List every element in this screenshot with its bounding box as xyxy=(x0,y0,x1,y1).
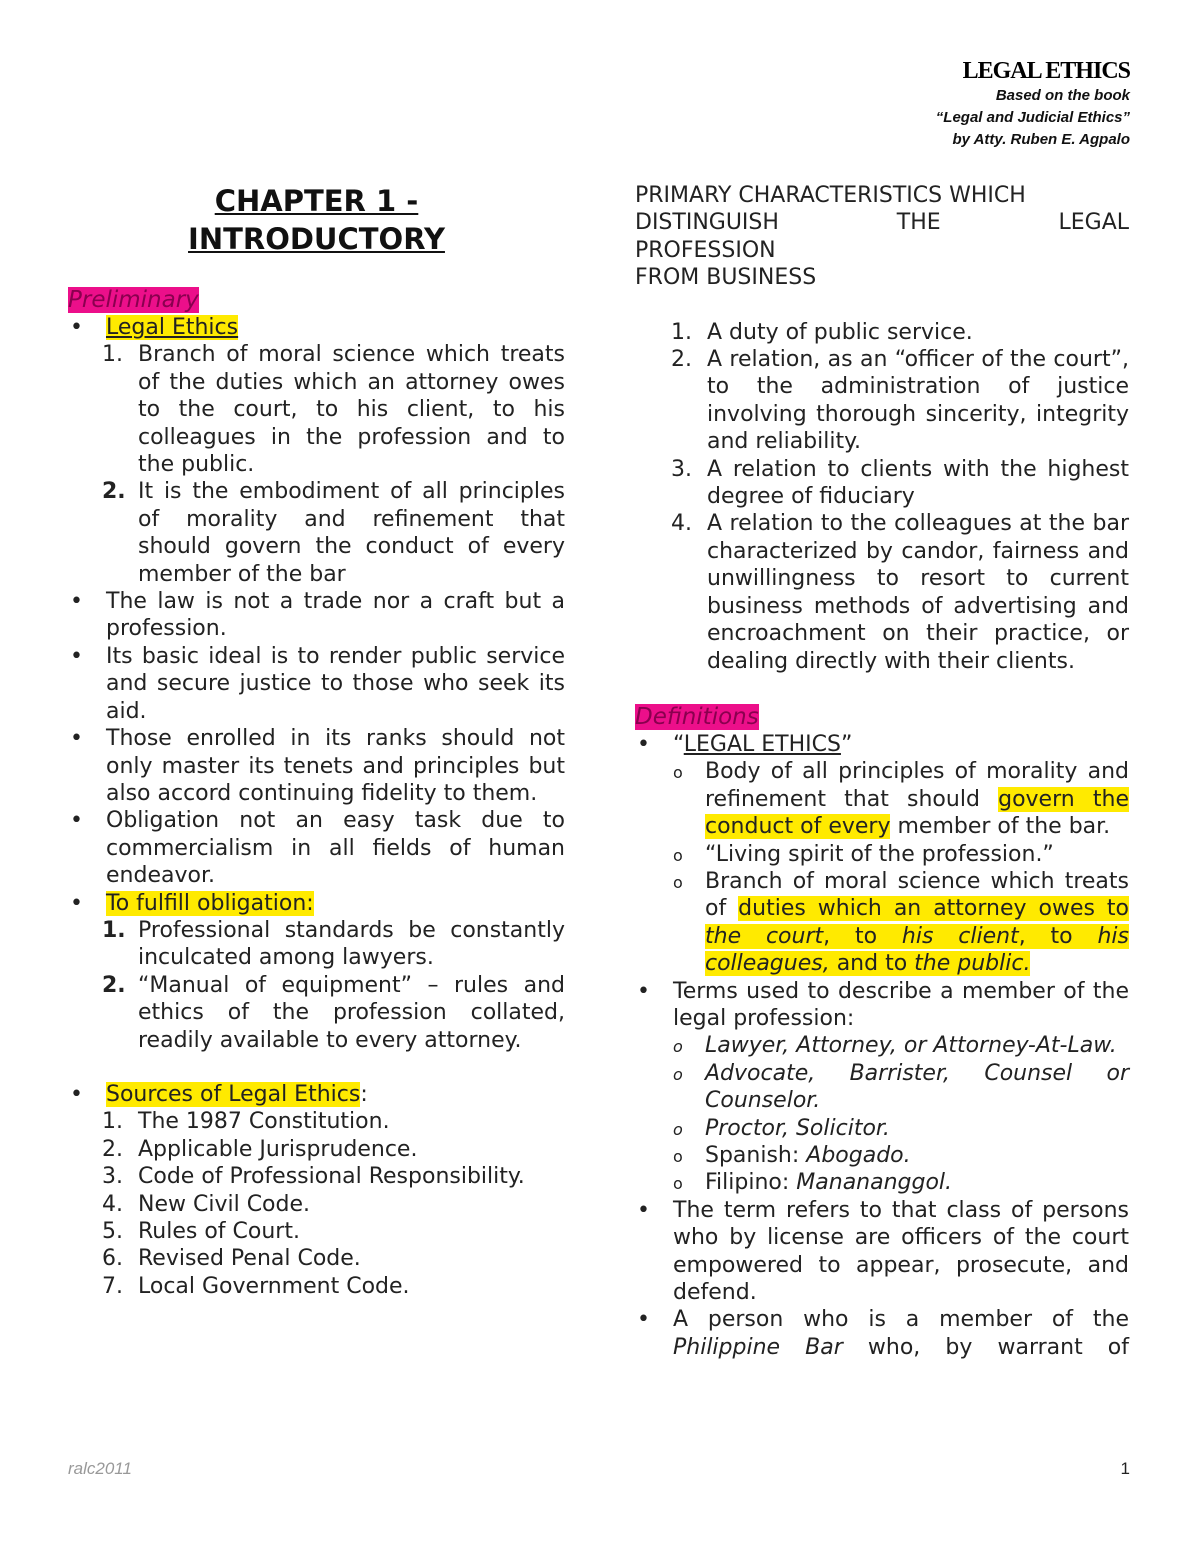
heading-word: THE xyxy=(896,210,941,236)
list-item xyxy=(635,978,1129,1197)
def2-text: “Living spirit of the profession.” xyxy=(705,841,1054,867)
def3-public: the public. xyxy=(914,951,1031,977)
def3-sep: , to xyxy=(823,923,902,949)
list-item: 2. “Manual of equipment” – rules and ethics of the profession collated, readily available to every attorney. xyxy=(102,972,565,1053)
source-item: Rules of Court. xyxy=(138,1219,300,1244)
sources-colon: : xyxy=(360,1081,368,1107)
right-column xyxy=(635,182,1129,1361)
definition-term: LEGAL ETHICS xyxy=(683,731,841,757)
term-value: Abogado. xyxy=(806,1143,911,1168)
page-number: 1 xyxy=(1120,1459,1130,1478)
terms-sublist xyxy=(635,1032,1129,1196)
footer-watermark: ralc2011 xyxy=(68,1459,132,1478)
heading-word: LEGAL xyxy=(1058,210,1129,236)
chapter-title xyxy=(68,182,565,258)
terms-intro: Terms used to describe a member of the legal profession: xyxy=(673,978,1129,1031)
def3-highlight xyxy=(705,896,1129,976)
fulfill-item-1: Professional standards be constantly inculcated among lawyers. xyxy=(138,917,565,971)
list-item xyxy=(635,868,1129,978)
bullet-term-text: The term refers to that class of persons who by license are officers of the court empowered to appear, prosecute, and defend. xyxy=(673,1197,1129,1306)
heading-line3: PROFESSION xyxy=(635,237,776,263)
list-item xyxy=(635,758,1129,840)
list-item xyxy=(635,1115,1129,1142)
fulfill-item-2: “Manual of equipment” – rules and ethics of the profession collated, readily available to every attorney. xyxy=(138,972,565,1053)
def3-sep: , to xyxy=(1018,923,1098,949)
source-item: The 1987 Constitution. xyxy=(138,1109,390,1135)
list-item xyxy=(635,1060,1129,1115)
bullet-person-italic: Philippine Bar xyxy=(673,1334,843,1360)
list-item xyxy=(68,314,565,588)
legal-ethics-item-2: It is the embodiment of all principles of morality and refinement that should govern the conduct of every member of the bar xyxy=(138,479,565,587)
characteristics-list xyxy=(635,319,1129,675)
list-item: 2. It is the embodiment of all principles of morality and refinement that should govern the conduct of every member of the bar xyxy=(102,479,565,587)
list-item: 3. A relation to clients with the highest degree of fiduciary xyxy=(671,456,1129,510)
document-header xyxy=(936,58,1130,151)
list-item xyxy=(635,1032,1129,1059)
list-item xyxy=(68,807,565,889)
legal-ethics-label: Legal Ethics xyxy=(106,315,239,340)
term-item: Advocate, Barrister, Counsel or Counselor. xyxy=(705,1060,1129,1114)
list-item: 7. Local Government Code. xyxy=(102,1273,410,1299)
source-item: Local Government Code. xyxy=(138,1273,410,1299)
characteristic-item: A relation to clients with the highest degree of fiduciary xyxy=(707,456,1129,510)
list-item xyxy=(635,841,1129,868)
term-value: Manananggol. xyxy=(796,1170,953,1196)
term-label: Filipino: xyxy=(705,1170,797,1196)
list-item xyxy=(635,1197,1129,1307)
bullet-text-4: Obligation not an easy task due to commercialism in all fields of human endeavor. xyxy=(106,808,565,889)
bullet-person-text: A person who is a member of the xyxy=(673,1307,1129,1333)
source-item: Revised Penal Code. xyxy=(138,1246,361,1272)
open-quote: “ xyxy=(673,731,684,757)
def3-text: Branch of moral science which treats of xyxy=(705,868,1129,922)
list-item xyxy=(68,1081,565,1300)
heading-line1: PRIMARY CHARACTERISTICS WHICH xyxy=(635,183,1026,208)
fulfill-list xyxy=(68,917,565,1054)
definition-sublist xyxy=(635,758,1129,977)
preliminary-list xyxy=(68,314,565,1300)
list-item: 1. The 1987 Constitution. xyxy=(102,1109,390,1135)
def1-text-end: member of the bar. xyxy=(890,814,1111,840)
def3-colleagues: his colleagues, xyxy=(705,923,1129,977)
bullet-text-1: The law is not a trade nor a craft but a profession. xyxy=(106,589,565,642)
source-item: Applicable Jurisprudence. xyxy=(138,1136,418,1162)
chapter-title-line2: INTRODUCTORY xyxy=(188,222,445,256)
characteristic-item: A duty of public service. xyxy=(707,319,973,345)
heading-line2 xyxy=(635,209,1129,236)
list-item xyxy=(635,731,1129,978)
header-line2: “Legal and Judicial Ethics” xyxy=(935,109,1130,126)
list-item xyxy=(635,1169,1129,1196)
list-item xyxy=(68,588,565,643)
heading-word: DISTINGUISH xyxy=(635,210,779,236)
definitions-list xyxy=(635,731,1129,1361)
source-item: New Civil Code. xyxy=(138,1191,311,1217)
legal-ethics-item-1: Branch of moral science which treats of the duties which an attorney owes to the court, to his client, to his colleagues in the profession and to the public. xyxy=(138,342,565,478)
def3-client: his client xyxy=(901,923,1019,949)
left-column xyxy=(68,182,565,1300)
list-item xyxy=(635,1142,1129,1169)
legal-ethics-definitions xyxy=(68,341,565,588)
preliminary-heading: Preliminary xyxy=(68,287,199,313)
header-title: LEGAL ETHICS xyxy=(962,58,1130,84)
bullet-text-2: Its basic ideal is to render public service and secure justice to those who seek its aid. xyxy=(106,643,565,724)
list-item xyxy=(68,725,565,807)
list-item: 1. Branch of moral science which treats of the duties which an attorney owes to the court, to his client, to his colleagues in the profession and to the public. xyxy=(102,342,565,478)
bullet-text-3: Those enrolled in its ranks should not only master its tenets and principles but also accord continuing fidelity to them. xyxy=(106,726,565,806)
header-line1: Based on the book xyxy=(995,87,1130,104)
def1-text: Body of all principles of morality and refinement that should xyxy=(705,759,1129,812)
section-preliminary xyxy=(68,286,565,314)
source-item: Code of Professional Responsibility. xyxy=(138,1164,525,1190)
term-label: Spanish: xyxy=(705,1143,807,1168)
characteristic-item: A relation, as an “officer of the court”, to the administration of justice involving thorough sincerity, integrity and reliability. xyxy=(707,347,1129,455)
list-item xyxy=(635,1306,1129,1361)
sources-list xyxy=(68,1108,565,1300)
chapter-title-line1: CHAPTER 1 - xyxy=(214,184,419,218)
list-item: 2. A relation, as an “officer of the court”, to the administration of justice involving thorough sincerity, integrity and reliability. xyxy=(671,347,1129,455)
list-item: 4. New Civil Code. xyxy=(102,1191,311,1217)
list-item: 4. A relation to the colleagues at the bar characterized by candor, fairness and unwillingness to resort to current business methods of advertising and encroachment on their practice, or dealing directly with their clients. xyxy=(671,511,1129,674)
list-item: 2. Applicable Jurisprudence. xyxy=(102,1136,418,1162)
list-item: 1. A duty of public service. xyxy=(671,319,973,345)
list-item xyxy=(68,890,565,1054)
definitions-heading: Definitions xyxy=(635,703,759,730)
def3-court: the court xyxy=(705,923,824,949)
def3-sep: and to xyxy=(829,951,915,977)
characteristic-item: A relation to the colleagues at the bar characterized by candor, fairness and unwillingness to resort to current business methods of advertising and encroachment on their practice, or dealing directly with their clients. xyxy=(707,511,1129,674)
list-item: 6. Revised Penal Code. xyxy=(102,1246,361,1272)
characteristics-heading xyxy=(635,182,1129,292)
fulfill-label: To fulfill obligation: xyxy=(106,890,314,916)
term-item: Proctor, Solicitor. xyxy=(705,1115,890,1141)
sources-label: Sources of Legal Ethics xyxy=(106,1081,361,1107)
section-definitions xyxy=(635,703,1129,731)
list-item xyxy=(68,643,565,725)
def1-highlight: govern the conduct of every xyxy=(705,786,1129,840)
list-item: 3. Code of Professional Responsibility. xyxy=(102,1164,525,1190)
header-line3: by Atty. Ruben E. Agpalo xyxy=(952,131,1130,148)
def3-hl-text: duties which an attorney owes to xyxy=(738,896,1129,922)
list-item: 1. Professional standards be constantly inculcated among lawyers. xyxy=(102,917,565,971)
term-item: Lawyer, Attorney, or Attorney-At-Law. xyxy=(705,1033,1117,1059)
list-item: 5. Rules of Court. xyxy=(102,1219,300,1244)
close-quote: ” xyxy=(840,731,853,757)
heading-line4: FROM BUSINESS xyxy=(635,265,817,291)
bullet-person-text-end: who, by warrant of xyxy=(842,1334,1130,1360)
